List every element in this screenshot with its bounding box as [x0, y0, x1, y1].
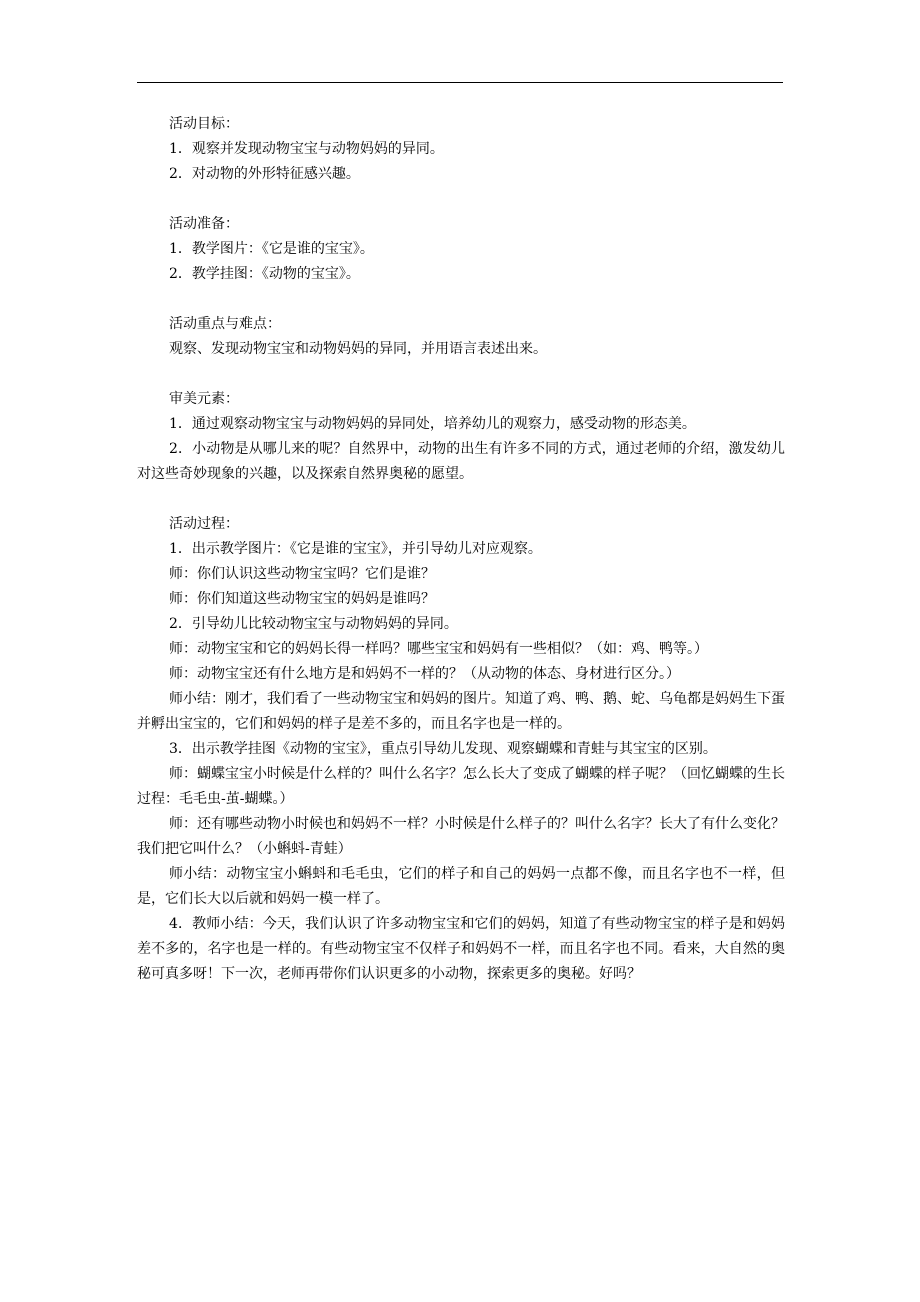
list-item: 2．教学挂图：《动物的宝宝》。 — [169, 266, 360, 282]
section-heading: 活动准备： — [169, 216, 239, 232]
section-preparation — [137, 212, 785, 287]
summary-paragraph: 师小结：刚才，我们看了一些动物宝宝和妈妈的图片。知道了鸡、鸭、鹅、蛇、乌龟都是妈妈生下蛋并孵出宝宝的，它们和妈妈的样子是差不多的，而且名字也是一样的。 — [137, 691, 785, 732]
paragraph: 观察、发现动物宝宝和动物妈妈的异同，并用语言表述出来。 — [169, 341, 547, 357]
list-item: 1．通过观察动物宝宝与动物妈妈的异同处，培养幼儿的观察力，感受动物的形态美。 — [169, 416, 696, 432]
dialogue-line: 师：动物宝宝还有什么地方是和妈妈不一样的？（从动物的体态、身材进行区分。） — [169, 666, 680, 682]
document-body — [137, 112, 785, 1012]
list-item: 2．对动物的外形特征感兴趣。 — [169, 166, 360, 182]
summary-paragraph: 师小结：动物宝宝小蝌蚪和毛毛虫，它们的样子和自己的妈妈一点都不像，而且名字也不一样，但是，它们长大以后就和妈妈一模一样了。 — [137, 866, 785, 907]
section-process — [137, 512, 785, 987]
dialogue-line: 师：你们认识这些动物宝宝吗？它们是谁？ — [169, 566, 435, 582]
section-heading: 活动重点与难点： — [169, 316, 281, 332]
list-item: 2．引导幼儿比较动物宝宝与动物妈妈的异同。 — [169, 616, 458, 632]
section-aesthetic-elements — [137, 387, 785, 487]
section-heading: 活动目标： — [169, 116, 239, 132]
dialogue-line: 师：蝴蝶宝宝小时候是什么样的？叫什么名字？怎么长大了变成了蝴蝶的样子呢？（回忆蝴蝶的生长过程：毛毛虫-茧-蝴蝶。） — [137, 766, 785, 807]
dialogue-line: 师：动物宝宝和它的妈妈长得一样吗？哪些宝宝和妈妈有一些相似？（如：鸡、鸭等。） — [169, 641, 708, 657]
header-rule — [137, 82, 783, 83]
list-item: 2．小动物是从哪儿来的呢？自然界中，动物的出生有许多不同的方式，通过老师的介绍，激发幼儿对这些奇妙现象的兴趣，以及探索自然界奥秘的愿望。 — [137, 441, 785, 482]
list-item: 1．观察并发现动物宝宝与动物妈妈的异同。 — [169, 141, 444, 157]
dialogue-line: 师：还有哪些动物小时候也和妈妈不一样？小时候是什么样子的？叫什么名字？长大了有什么变化？我们把它叫什么？（小蝌蚪-青蛙） — [137, 816, 785, 857]
list-item: 4．教师小结：今天，我们认识了许多动物宝宝和它们的妈妈，知道了有些动物宝宝的样子是和妈妈差不多的，名字也是一样的。有些动物宝宝不仅样子和妈妈不一样，而且名字也不同。看来，大自然的奥秘可真多呀！下一次，老师再带你们认识更多的小动物，探索更多的奥秘。好吗？ — [137, 916, 785, 982]
section-goals — [137, 112, 785, 187]
list-item: 1．出示教学图片：《它是谁的宝宝》，并引导幼儿对应观察。 — [169, 541, 542, 557]
list-item: 3．出示教学挂图《动物的宝宝》，重点引导幼儿发现、观察蝴蝶和青蛙与其宝宝的区别。 — [169, 741, 717, 757]
dialogue-line: 师：你们知道这些动物宝宝的妈妈是谁吗？ — [169, 591, 435, 607]
list-item: 1．教学图片：《它是谁的宝宝》。 — [169, 241, 374, 257]
section-heading: 审美元素： — [169, 391, 239, 407]
section-key-points — [137, 312, 785, 362]
section-heading: 活动过程： — [169, 516, 239, 532]
